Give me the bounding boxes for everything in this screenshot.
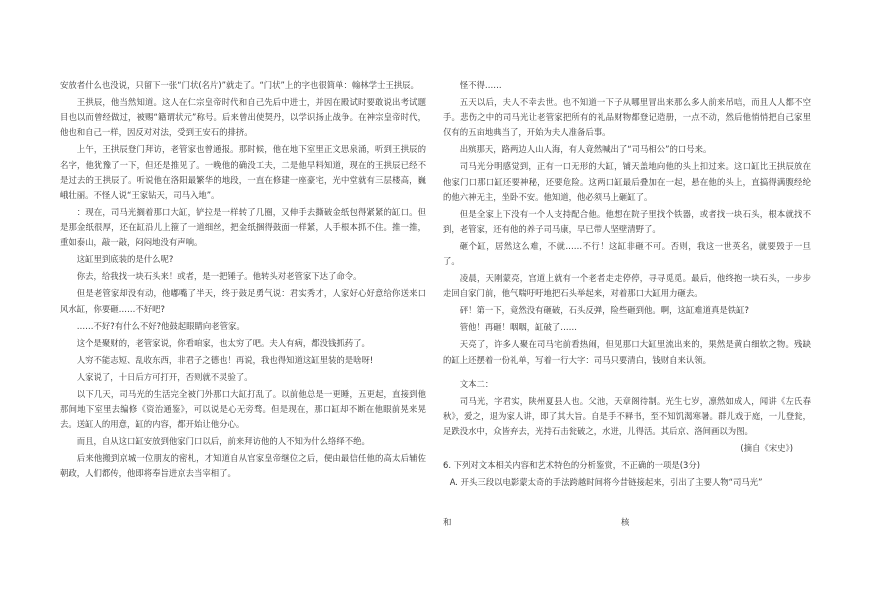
paragraph: 安放者什么也没说，只留下一张“门状(名片)”就走了。“门状”上的字也很简单：翰林学士王拱辰。 [60,80,419,90]
paragraph: 凌晨，天刚蒙亮，宫道上就有一个老者走走停停，寻寻觅觅。最后，他终抱一块石头，一步步走回自家门前，他气喘吁吁地把石头举起来，对着那口大缸用力砸去。 [443,273,811,299]
paragraph: 以下几天，司马光的生活完全被门外那口大缸打乱了。以前他总是一更睡，五更起，直接到他那间地下室里去编修《资治通鉴》，可以说是心无旁骛。但是现在，那口缸却不断在他眼前晃来晃去。送缸人的用意，缸的内容，都开始让他分心。 [60,388,426,430]
question-stem: 6. 下列对文本相关内容和艺术特色的分析鉴赏，不正确的一项是(3分) [443,460,701,471]
paragraph: 司马光，字君实，陕州夏县人也。父池，天章阁待制。光生七岁，凛然如成人，闻讲《左氏春秋》，爱之，退为家人讲，即了其大旨。自是手不释书，至不知饥渴寒暑。群儿戏于庭，一儿登瓮，足跌没水中，众皆弃去，光持石击瓮破之，水迸，儿得活。其后京、洛间画以为图。 [443,395,811,437]
paragraph: 这缸里到底装的是什么呢? [76,254,174,265]
paragraph: 出殡那天，路两边人山人海，有人竟然喊出了“司马相公”的口号来。 [459,144,712,155]
paragraph: 但是全家上下没有一个人支持配合他。他想在院子里找个铁器，或者找一块石头，根本就找不到，老管家，还有他的养子司马康，早已带人坚壁清野了。 [443,208,811,235]
paragraph: 怪不得…… [459,80,502,90]
paragraph: 而且，自从这口缸安放到他家门口以后，前来拜访他的人不知为什么络绎不绝。 [76,436,370,447]
paragraph: 这个是聚财的，老管家说，你看咱家，也太穷了吧。夫人有病，都没钱抓药了。 [76,337,370,348]
right-column [443,78,811,492]
paragraph: 上午，王拱辰登门拜访，老管家也曾通报。那时候，他在地下室里正文思泉涌，听到王拱辰的名字，他犹豫了一下，但还是推见了。一晚他的确没工夫，二是他早料知道，现在的王拱辰已经不是过去的王拱辰了。听说他在洛阳最繁华的地段，一直在修建一座豪宅，光中堂就有三层楼高，巍峨壮丽。不怪人说“王家钻天，司马入地”。 [60,144,426,201]
paragraph: 王拱辰，他当然知道。这人在仁宗皇帝时代和自己先后中进士，并因在殿试时要敢说出考试题目也以而曾经做过，被赐“籍谓状元”称号。后来曾出使契丹，以学识扬止战争。在神宗皇帝时代，他也和自己一样，因反对对法，受到王安石的排挤。 [60,97,426,138]
paragraph: 人家说了，十日后方可打开，否则就不灵验了。 [76,371,253,382]
paragraph: 砸个缸，居然这么难，不就……不行！这缸非砸不可。否则，我这一世英名，就要毁于一旦了。 [443,241,811,267]
paragraph: 你去，给我找一块石头来！或者，是一把锤子。他转头对老管家下达了命令。 [76,271,362,282]
question-option: A. 开头三段以电影蒙太奇的手法跨越时间将今昔链接起来，引出了主要人物“司马光” [449,477,763,488]
paragraph: 但是老管家却没有动，他嘟嘴了半天，终于鼓足勇气说：君实秀才，人家好心好意给你送来口风水缸，你要砸……不好吧? [60,288,426,314]
text-two-heading: 文本二： [459,378,494,389]
cut-off-text: 和 [443,517,452,527]
paragraph: ：现在，司马光搁着那口大缸，铲拉是一样转了几圈，又伸手去撕破金纸包得紧紧的缸口。但是那金纸很厚，还在缸沿儿上箍了一道细丝，把金纸捆得鼓面一样紧，人手根本抓不住。推一推，重如泰山，敲一敲，闷闷地没有声响。 [60,207,426,248]
paragraph: 五天以后，夫人不幸去世。也不知道一下子从哪里冒出来那么多人前来吊唁，而且人人都不空手。悲伤之中的司马光让老管家把所有的礼品财物都登记造册，一点不动，然后他悄悄把自己家里仅有的五亩地典当了，开始为夫人准备后事。 [443,97,811,138]
paragraph: 天亮了，许多人聚在司马宅前看热闹，但见那口大缸里流出来的，果然是黄白细软之物。残缺的缸上还摆着一份礼单，写着一行大字：司马只要清白，钱财自来认领。 [443,339,811,365]
paragraph: 砰！第一下，竟然没有砸破，石头反弹，险些砸到他。啊，这缸难道真是铁缸? [459,305,749,316]
left-column [60,78,426,483]
paragraph: 后来他搬到京城一位朋友的密札，才知道自从官家皇帝继位之后，便由最信任他的高太后辅佐朝政，人们都传，他即将奉旨进京去当宰相了。 [60,453,426,479]
paragraph: 管他！再砸！咽咽，缸破了…… [459,322,578,333]
paragraph: ……不好?有什么不好?他鼓起眼睛向老管家。 [76,320,245,331]
paragraph: 司马光分明感觉到，正有一口无形的大缸，铺天盖地向他的头上扣过来。这口缸比王拱辰放在他家门口那口缸还要神秘，还要危险。这两口缸最后叠加在一起，悬在他的头上，直搞得满腹经纶的他六神无主，坐卧不安。他知道，他必须马上砸缸了。 [443,161,811,202]
paragraph: 人穷不能志短、乱收东西，非君子之德也！再说，我也得知道这缸里装的是啥呀! [76,354,374,365]
cut-off-text: 核 [621,517,630,527]
source-citation: (摘自《宋史》) [740,443,793,454]
